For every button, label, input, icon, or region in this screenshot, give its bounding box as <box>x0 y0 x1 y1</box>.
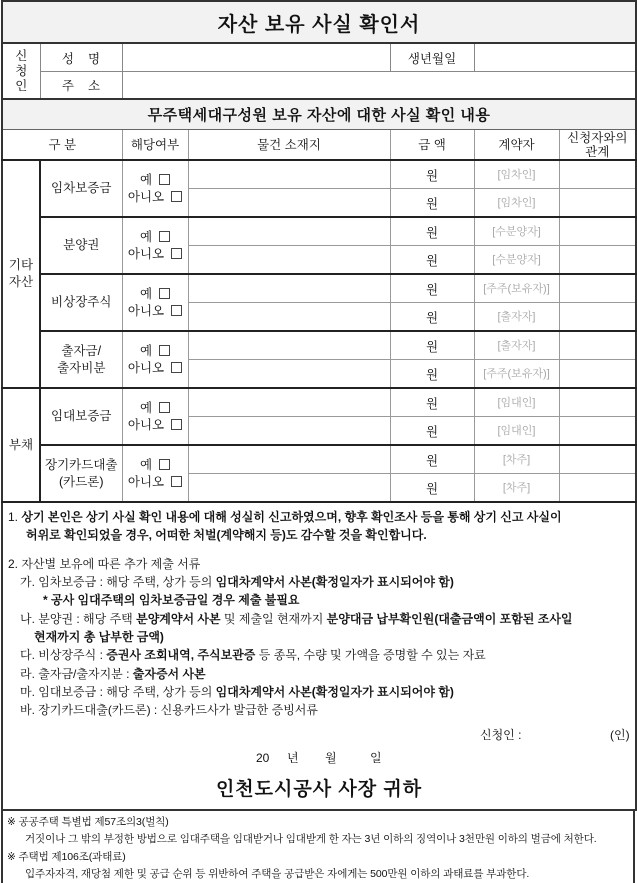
item-name-line1: 분양권 <box>63 238 100 252</box>
option-no[interactable] <box>123 360 188 377</box>
signature-label: 신청인 : <box>480 728 522 742</box>
doc-item-ra <box>20 665 206 683</box>
location-field[interactable] <box>188 274 390 303</box>
header-contractor: 계약자 <box>474 130 559 161</box>
location-field[interactable] <box>188 217 390 246</box>
date-year-label: 년 <box>287 751 299 765</box>
doc-text: 출자금/출자지분 : <box>38 667 133 681</box>
doc-text: 등 종목, 수량 및 가액을 증명할 수 있는 자료 <box>255 648 486 662</box>
group-label-line1: 부채 <box>8 437 34 452</box>
doc-marker: 나. <box>20 612 35 626</box>
doc-bold: 임대차계약서 사본(확정일자가 표시되어야 함) <box>215 575 454 589</box>
amount-unit: 원 <box>425 282 439 297</box>
note-number: 1. <box>8 510 19 524</box>
note-number: 2. <box>8 557 19 571</box>
date-month-label: 월 <box>325 751 337 765</box>
checkbox-icon[interactable] <box>159 174 170 185</box>
applicable-options <box>122 388 188 445</box>
yes-label: 예 <box>139 286 153 301</box>
applicable-options <box>122 274 188 331</box>
doc-marker: 가. <box>20 575 35 589</box>
relation-field[interactable] <box>559 246 636 275</box>
notes-content <box>3 503 635 809</box>
contractor-field[interactable] <box>474 331 559 360</box>
contractor-field[interactable] <box>474 160 559 189</box>
checkbox-icon[interactable] <box>171 305 182 316</box>
item-name-line1: 임차보증금 <box>51 181 112 195</box>
amount-unit: 원 <box>425 453 439 468</box>
contractor-field[interactable] <box>474 388 559 417</box>
item-name-line1: 임대보증금 <box>51 409 112 423</box>
no-label: 아니오 <box>127 303 165 318</box>
name-field[interactable] <box>122 43 390 72</box>
checkbox-icon[interactable] <box>171 476 182 487</box>
contractor-placeholder: [임대인] <box>497 425 536 437</box>
amount-field[interactable] <box>390 274 474 303</box>
doc-item-ba <box>20 701 318 719</box>
option-no[interactable] <box>123 303 188 320</box>
item-name-rental-deposit <box>40 388 122 445</box>
form-title: 자산 보유 사실 확인서 <box>2 1 636 43</box>
doc-marker: 바. <box>20 703 35 717</box>
relation-field[interactable] <box>559 331 636 360</box>
signature-seal[interactable]: (인) <box>610 728 630 742</box>
relation-field[interactable] <box>559 474 636 503</box>
amount-unit: 원 <box>425 310 439 325</box>
contractor-placeholder: [임차인] <box>497 169 536 181</box>
location-field[interactable] <box>188 246 390 275</box>
location-field[interactable] <box>188 474 390 503</box>
yes-label: 예 <box>139 229 153 244</box>
amount-field[interactable] <box>390 160 474 189</box>
checkbox-icon[interactable] <box>171 191 182 202</box>
checkbox-icon[interactable] <box>159 345 170 356</box>
amount-field[interactable] <box>390 217 474 246</box>
header-location: 물건 소재지 <box>188 130 390 161</box>
header-relation <box>559 130 636 161</box>
doc-item-na <box>20 610 573 628</box>
documents-title-text: 자산별 보유에 따른 추가 제출 서류 <box>21 557 201 571</box>
date-day-label: 일 <box>370 751 382 765</box>
doc-item-ma <box>20 683 454 701</box>
doc-marker: 마. <box>20 685 35 699</box>
option-no[interactable] <box>123 246 188 263</box>
relation-field[interactable] <box>559 360 636 389</box>
contractor-field[interactable] <box>474 189 559 218</box>
no-label: 아니오 <box>127 417 165 432</box>
amount-field[interactable] <box>390 445 474 474</box>
checkbox-icon[interactable] <box>159 459 170 470</box>
group-label-line2: 자산 <box>8 275 34 289</box>
amount-field[interactable] <box>390 331 474 360</box>
relation-field[interactable] <box>559 445 636 474</box>
applicant-label-char: 인 <box>15 78 28 93</box>
amount-unit: 원 <box>425 396 439 411</box>
doc-text: 임차보증금 : 해당 주택, 상가 등의 <box>38 575 216 589</box>
contractor-field[interactable] <box>474 360 559 389</box>
doc-bold: 임대차계약서 사본(확정일자가 표시되어야 함) <box>215 685 454 699</box>
checkbox-icon[interactable] <box>159 402 170 413</box>
group-label-other-assets <box>2 160 40 388</box>
contractor-field[interactable] <box>474 417 559 446</box>
contractor-field[interactable] <box>474 474 559 503</box>
location-field[interactable] <box>188 360 390 389</box>
notes-section <box>2 502 636 810</box>
contractor-placeholder: [임대인] <box>497 397 536 409</box>
amount-field[interactable] <box>390 303 474 332</box>
birthdate-field[interactable] <box>474 43 636 72</box>
checkbox-icon[interactable] <box>171 362 182 373</box>
item-name-presale-right <box>40 217 122 274</box>
no-label: 아니오 <box>127 246 165 261</box>
contractor-placeholder: [차주] <box>502 454 531 466</box>
amount-field[interactable] <box>390 388 474 417</box>
amount-field[interactable] <box>390 246 474 275</box>
group-label-liabilities <box>2 388 40 502</box>
item-name-line2: 출자비분 <box>57 360 106 375</box>
amount-field[interactable] <box>390 417 474 446</box>
option-no[interactable] <box>123 189 188 206</box>
law-heading-2: ※ 주택법 제106조(과태료) <box>7 851 126 863</box>
location-field[interactable] <box>188 331 390 360</box>
location-field[interactable] <box>188 445 390 474</box>
header-relation-line2: 관계 <box>585 144 610 159</box>
option-yes[interactable] <box>123 229 188 246</box>
contractor-placeholder: [수분양자] <box>492 226 541 238</box>
doc-item-ga-note: * 공사 임대주택의 임차보증금일 경우 제출 불필요 <box>43 593 300 607</box>
contractor-field[interactable] <box>474 246 559 275</box>
relation-field[interactable] <box>559 160 636 189</box>
contractor-placeholder: [주주(보유자)] <box>483 283 550 295</box>
law-text-1: 거짓이나 그 밖의 부정한 방법으로 임대주택을 임대받거나 임대받게 한 자는 3년 이하의 징역이나 3천만원 이하의 벌금에 처한다. <box>25 833 597 845</box>
contractor-field[interactable] <box>474 445 559 474</box>
item-name-card-loan <box>40 445 122 502</box>
section-title: 무주택세대구성원 보유 자산에 대한 사실 확인 내용 <box>2 99 636 130</box>
doc-text: 및 제출일 현재까지 <box>220 612 327 626</box>
name-label-text: 성명 <box>61 51 115 66</box>
doc-bold: 분양대금 납부확인원(대출금액이 포함된 조사일 <box>326 612 573 626</box>
amount-unit: 원 <box>425 339 439 354</box>
relation-field[interactable] <box>559 303 636 332</box>
doc-item-ga <box>20 573 454 591</box>
doc-marker: 라. <box>20 667 35 681</box>
contractor-placeholder: [수분양자] <box>492 254 541 266</box>
address-field[interactable] <box>122 72 636 100</box>
declaration-text: 상기 본인은 상기 사실 확인 내용에 대해 성실히 신고하였으며, 향후 확인조사 등을 통해 상기 신고 사실이 <box>21 510 562 524</box>
header-amount: 금 액 <box>390 130 474 161</box>
checkbox-icon[interactable] <box>159 231 170 242</box>
doc-item-na-cont: 현재까지 총 납부한 금액) <box>34 630 164 644</box>
name-label <box>40 43 122 72</box>
doc-text: 비상장주식 : <box>38 648 107 662</box>
option-yes[interactable] <box>123 343 188 360</box>
doc-bold: 분양계약서 사본 <box>136 612 221 626</box>
item-name-lease-deposit <box>40 160 122 217</box>
contractor-placeholder: [차주] <box>502 482 531 494</box>
contractor-placeholder: [출자자] <box>497 340 536 352</box>
yes-label: 예 <box>139 457 153 472</box>
item-name-line2: (카드론) <box>58 474 104 489</box>
doc-text: 분양권 : 해당 주택 <box>38 612 137 626</box>
item-name-investment <box>40 331 122 388</box>
relation-field[interactable] <box>559 417 636 446</box>
applicable-options <box>122 331 188 388</box>
location-field[interactable] <box>188 189 390 218</box>
law-text-2: 입주자자격, 재당첨 제한 및 공급 순위 등 위반하여 주택을 공급받은 자에게는 500만원 이하의 과태료를 부과한다. <box>25 868 530 880</box>
amount-unit: 원 <box>425 253 439 268</box>
amount-field[interactable] <box>390 360 474 389</box>
applicable-options <box>122 217 188 274</box>
checkbox-icon[interactable] <box>159 288 170 299</box>
option-yes[interactable] <box>123 286 188 303</box>
law-heading-1: ※ 공공주택 특별법 제57조의3(벌칙) <box>7 816 169 828</box>
option-yes[interactable] <box>123 400 188 417</box>
location-field[interactable] <box>188 303 390 332</box>
option-no[interactable] <box>123 417 188 434</box>
amount-unit: 원 <box>425 168 439 183</box>
applicant-label-char: 청 <box>15 63 28 78</box>
item-name-line1: 출자금/ <box>61 343 102 358</box>
birthdate-label: 생년월일 <box>390 43 474 72</box>
yes-label: 예 <box>139 172 153 187</box>
item-name-line1: 비상장주식 <box>51 295 112 309</box>
header-relation-line1: 신청자와의 <box>567 130 628 145</box>
contractor-placeholder: [출자자] <box>497 311 536 323</box>
form-table <box>1 0 637 811</box>
doc-text: 장기카드대출(카드론) : 신용카드사가 발급한 증빙서류 <box>38 703 318 717</box>
doc-item-da <box>20 646 486 664</box>
header-applicable: 해당여부 <box>122 130 188 161</box>
addressee: 인천도시공사 사장 귀하 <box>215 779 423 800</box>
contractor-placeholder: [임차인] <box>497 197 536 209</box>
relation-field[interactable] <box>559 274 636 303</box>
checkbox-icon[interactable] <box>171 419 182 430</box>
declaration-line-2: 허위로 확인되었을 경우, 어떠한 처벌(계약해지 등)도 감수할 것을 확인합니다. <box>26 528 427 542</box>
checkbox-icon[interactable] <box>171 248 182 259</box>
amount-unit: 원 <box>425 196 439 211</box>
contractor-field[interactable] <box>474 274 559 303</box>
applicant-label <box>2 43 40 99</box>
yes-label: 예 <box>139 400 153 415</box>
no-label: 아니오 <box>127 474 165 489</box>
option-no[interactable] <box>123 474 188 491</box>
option-yes[interactable] <box>123 172 188 189</box>
contractor-placeholder: [주주(보유자)] <box>483 368 550 380</box>
relation-field[interactable] <box>559 217 636 246</box>
contractor-field[interactable] <box>474 217 559 246</box>
address-label <box>40 72 122 100</box>
doc-text: 임대보증금 : 해당 주택, 상가 등의 <box>38 685 216 699</box>
amount-field[interactable] <box>390 474 474 503</box>
yes-label: 예 <box>139 343 153 358</box>
group-label-line1: 기타 <box>8 258 34 272</box>
amount-unit: 원 <box>425 367 439 382</box>
item-name-line1: 장기카드대출 <box>45 457 118 472</box>
header-category: 구 분 <box>2 130 122 161</box>
location-field[interactable] <box>188 388 390 417</box>
no-label: 아니오 <box>127 189 165 204</box>
declaration-line-1 <box>8 508 562 526</box>
location-field[interactable] <box>188 417 390 446</box>
amount-field[interactable] <box>390 189 474 218</box>
amount-unit: 원 <box>425 481 439 496</box>
amount-unit: 원 <box>425 424 439 439</box>
amount-unit: 원 <box>425 225 439 240</box>
doc-bold: 증권사 조회내역, 주식보관증 <box>106 648 256 662</box>
doc-marker: 다. <box>20 648 35 662</box>
address-label-text: 주소 <box>61 79 115 93</box>
doc-bold: 출자증서 사본 <box>132 667 206 681</box>
applicable-options <box>122 160 188 217</box>
applicable-options <box>122 445 188 502</box>
no-label: 아니오 <box>127 360 165 375</box>
location-field[interactable] <box>188 160 390 189</box>
relation-field[interactable] <box>559 189 636 218</box>
legal-footer <box>1 811 635 883</box>
date-year-prefix: 20 <box>256 751 270 765</box>
contractor-field[interactable] <box>474 303 559 332</box>
documents-title <box>8 555 200 573</box>
option-yes[interactable] <box>123 457 188 474</box>
applicant-label-char: 신 <box>15 48 28 63</box>
relation-field[interactable] <box>559 388 636 417</box>
item-name-unlisted-stock <box>40 274 122 331</box>
